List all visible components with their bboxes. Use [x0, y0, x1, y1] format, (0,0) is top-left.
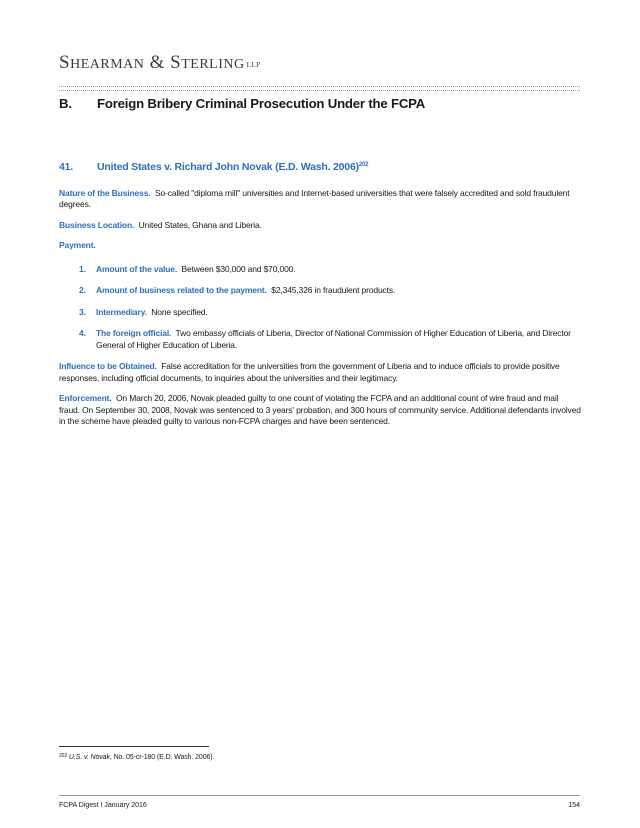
- header-divider: [59, 86, 580, 91]
- list-item-label: The foreign official.: [96, 328, 172, 338]
- footnote: [59, 753, 214, 761]
- enforcement: [59, 393, 581, 428]
- footnote-case-name: U.S. v. Novak: [68, 754, 110, 761]
- list-item-number: 2.: [79, 285, 86, 295]
- case-title: United States v. Richard John Novak (E.D. Wash. 2006): [97, 161, 359, 173]
- nature-text: So-called "diploma mill" universities and Internet-based universities that were falsely accredited and sold fraudulent degrees.: [59, 187, 570, 209]
- influence-text: False accreditation for the universities from the government of Liberia and to induce officials to provide positive responses, including official documents, to inquiries about the universities and their legitimacy.: [59, 361, 560, 383]
- payment-list: [59, 264, 581, 352]
- list-item-text: None specified.: [151, 306, 208, 317]
- list-item-text: $2,345,326 in fraudulent products.: [271, 285, 396, 295]
- list-item-label: Amount of business related to the payment.: [96, 285, 267, 295]
- list-item: [79, 285, 581, 297]
- enforcement-text: On March 20, 2006, Novak pleaded guilty to one count of violating the FCPA and an additional count of wire fraud and mail fraud. On September 30, 2008, Novak was sentenced to 3 years' probation, and 300 hours of community service. Additional defendants involved in the scheme have pleaded guilty to various non-FCPA charges and have been sentenced.: [59, 393, 581, 426]
- footnote-text: , No. 05-cr-180 (E.D. Wash. 2006).: [109, 754, 215, 761]
- page-number: 154: [568, 802, 580, 809]
- list-item: [79, 263, 581, 276]
- list-item-label: Intermediary.: [96, 306, 147, 317]
- section-number: B.: [59, 96, 72, 111]
- list-item: [79, 306, 581, 319]
- business-location: [59, 220, 581, 232]
- case-body: [59, 160, 581, 437]
- list-item-text: Two embassy officials of Liberia, Director of National Commission of Higher Education of Liberia, and Director General of Higher Education of Liberia.: [96, 328, 571, 350]
- footnote-ref[interactable]: 202: [358, 162, 369, 168]
- payment-heading: [59, 240, 581, 252]
- case-heading: [59, 160, 581, 174]
- location-label: Business Location.: [59, 219, 135, 230]
- influence-to-be-obtained: [59, 361, 581, 384]
- footnote-divider: [59, 746, 209, 747]
- list-item: [79, 328, 581, 351]
- list-item-label: Amount of the value.: [96, 263, 178, 274]
- location-text: United States, Ghana and Liberia.: [138, 219, 262, 230]
- footer-divider: [59, 795, 580, 796]
- section-heading: [59, 96, 425, 111]
- payment-label: Payment.: [59, 240, 96, 250]
- footnote-number: 202: [59, 753, 68, 759]
- list-item-number: 4.: [79, 328, 86, 338]
- enforcement-label: Enforcement.: [59, 393, 112, 403]
- section-title: Foreign Bribery Criminal Prosecution Under the FCPA: [97, 96, 426, 111]
- footer-title: FCPA Digest I January 2016: [59, 802, 147, 809]
- influence-label: Influence to be Obtained.: [59, 361, 157, 371]
- firm-logo: SHEARMAN & STERLING LLP: [59, 52, 261, 73]
- nature-of-business: [59, 188, 581, 211]
- case-number: 41.: [59, 161, 73, 173]
- list-item-number: 1.: [79, 263, 86, 274]
- nature-label: Nature of the Business.: [59, 187, 151, 198]
- list-item-number: 3.: [79, 306, 86, 317]
- list-item-text: Between $30,000 and $70,000.: [181, 263, 296, 274]
